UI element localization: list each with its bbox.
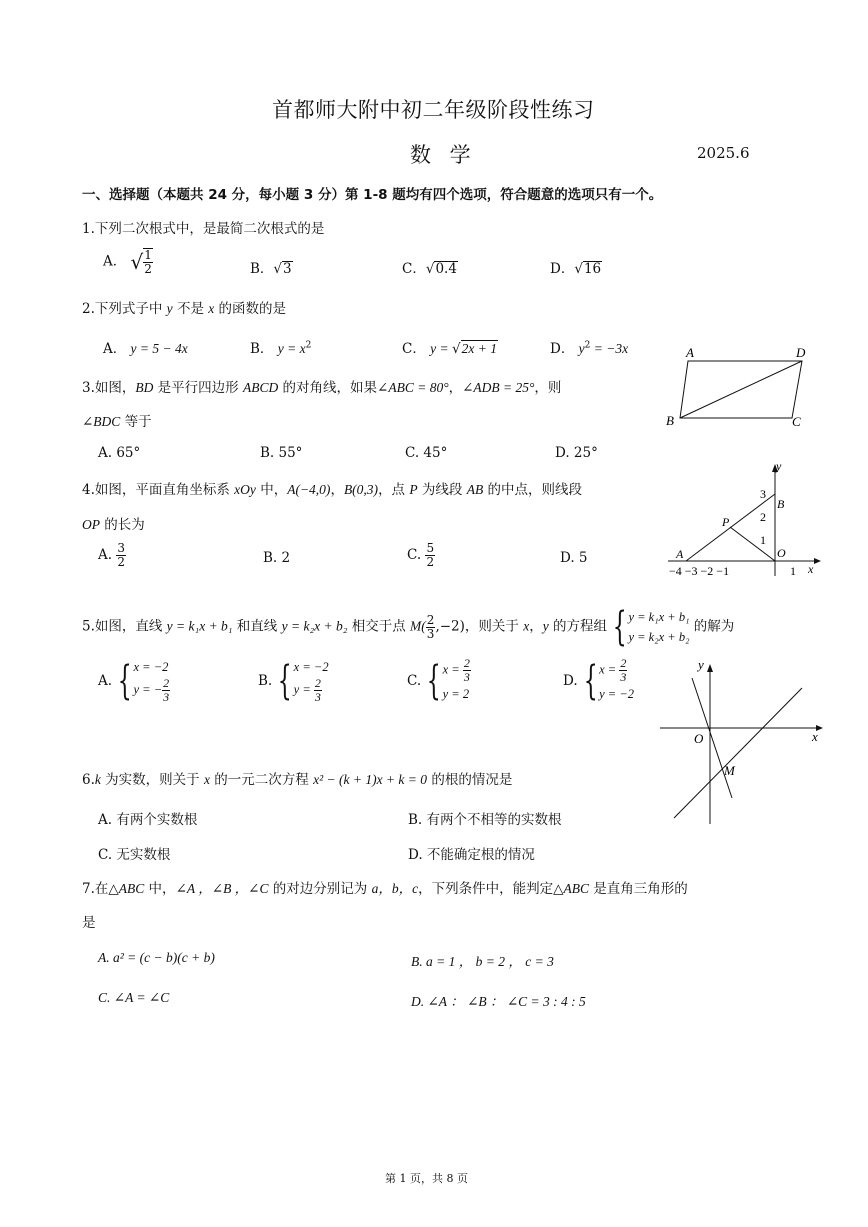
q4-tick-1: 1: [760, 533, 766, 547]
q4-sep: ，: [330, 482, 344, 498]
q2-c-pre: y =: [430, 341, 452, 356]
q1-stem: 1.下列二次根式中，是最简二次根式的是: [82, 221, 325, 237]
q3-option-d[interactable]: D. 25°: [555, 445, 598, 461]
q1-option-d[interactable]: D．√16: [550, 261, 602, 277]
q1-b-label: B．: [250, 261, 274, 277]
q4-point-b: B(0,3): [343, 482, 379, 497]
q5-comma: ，: [529, 618, 543, 635]
q5-a-eq1: x = −2: [133, 660, 169, 674]
q7-angles: ∠A ，∠B ，∠C: [175, 881, 269, 896]
q4-label-o: O: [777, 546, 786, 560]
q3-label-a: A: [686, 345, 694, 360]
q3-sep: ，: [448, 380, 463, 396]
q3-option-c[interactable]: C. 45°: [405, 445, 448, 461]
q7-abc: ABC: [118, 881, 145, 896]
q6-option-c[interactable]: C. 无实数根: [98, 847, 171, 863]
q1-b-value: 3: [283, 261, 292, 277]
q7-text-d: ，下列条件中，能判定△: [418, 881, 564, 897]
q4-a-den: 2: [117, 555, 125, 569]
q2-b-value: y = x: [277, 341, 306, 356]
q5-d-eq2: y = −2: [599, 687, 635, 701]
q1-option-b[interactable]: B．√3: [250, 261, 292, 277]
q2-option-b[interactable]: [250, 337, 311, 357]
q5-c-den: 3: [463, 670, 470, 684]
q4-text-a: 4.如图，平面直角坐标系: [82, 482, 235, 498]
q4-text-e: 的中点，则线段: [483, 482, 582, 498]
q3-stem-line1: [82, 376, 561, 396]
q4-x-ticks: −4 −3 −2 −1: [669, 564, 730, 578]
q5-label-m: M: [724, 763, 735, 778]
q5-c-num: 2: [463, 656, 470, 670]
q5-c-eq1-pre: x =: [442, 662, 463, 677]
q7-option-c[interactable]: C. ∠A = ∠C: [98, 990, 170, 1005]
q2-option-d[interactable]: [550, 337, 628, 357]
q5-text-d: ，则关于: [464, 618, 524, 635]
q3-text-c: 的对角线，如果: [278, 380, 378, 396]
q7-stem-line1: [82, 877, 688, 897]
q4-coordinate-figure: [664, 458, 824, 583]
q4-label-a: A: [676, 547, 684, 561]
q2-a-value: y = 5 − 4x: [130, 341, 188, 356]
q5-b-eq1: x = −2: [293, 660, 329, 674]
q3-angle-bdc: ∠BDC: [82, 414, 121, 429]
q4-ab: AB: [466, 482, 484, 497]
q4-label-p: P: [722, 515, 730, 529]
q5-c-label: C.: [407, 672, 422, 689]
q6-text-a: 6.: [82, 772, 95, 788]
q4-text-b: 中，: [255, 482, 288, 498]
q3-option-b[interactable]: B. 55°: [260, 445, 303, 461]
q4-option-d[interactable]: D. 5: [560, 550, 588, 566]
q4-option-b[interactable]: B. 2: [263, 550, 291, 566]
q5-b-num: 2: [314, 676, 321, 690]
q7-text-b: 中，: [144, 881, 176, 897]
q2-stem-text: 2.下列式子中: [82, 301, 167, 317]
q6-option-a[interactable]: A. 有两个实数根: [98, 812, 198, 828]
q5-b-den: 3: [314, 690, 321, 704]
q2-d-sup: 2: [584, 340, 591, 351]
q1-a-label: A．: [103, 253, 127, 270]
q5-m-post: ,−2): [435, 618, 465, 635]
q5-b-label: B.: [258, 672, 273, 689]
q6-option-d[interactable]: D. 不能确定根的情况: [408, 847, 535, 863]
q3-label-b: B: [666, 413, 674, 428]
q4-tick-3: 3: [760, 487, 766, 501]
q5-line-2: [674, 688, 802, 818]
q5-a-den: 3: [163, 690, 170, 704]
q1-option-a[interactable]: A． √ $\frac{1}{2}$: [103, 248, 152, 276]
q5-text-f: 的解为: [689, 618, 735, 635]
q4-label-y: y: [776, 459, 782, 473]
q4-p: P: [409, 482, 418, 497]
q3-abcd: ABCD: [242, 380, 279, 395]
q2-a-label: A．: [103, 341, 127, 357]
q5-b-eq2-pre: y =: [293, 682, 314, 697]
q4-text-d: 为线段: [417, 482, 467, 498]
q2-option-a[interactable]: [103, 337, 188, 357]
q2-b-label: B．: [250, 341, 274, 357]
q7-text-c: 的对边分别记为: [268, 881, 372, 897]
q3-bd: BD: [135, 380, 154, 395]
q3-option-a[interactable]: A. 65°: [98, 445, 141, 461]
q4-x-tick-1: 1: [790, 564, 796, 578]
section-heading: 一、选择题（本题共 24 分，每小题 3 分）第 1-8 题均有四个选项，符合题意的选项只有一个。: [82, 187, 663, 203]
q4-op: OP: [82, 517, 100, 532]
q6-text-b: 为实数，则关于: [100, 772, 204, 788]
q5-stem: 5.如图，直线 y = k₁x + b₁ 和直线 y = k₂x + b₂ 相交于点 M( $\frac{2}{3}$ ,−2)，则关于 x，y 的方程组 { y = k₁x + b₁ y = k₂x + b₂ 的解为: [82, 604, 735, 650]
q5-option-d[interactable]: D. { x = $\frac{2}{3}$ y = −2: [563, 656, 635, 704]
q6-equation: x² − (k + 1)x + k = 0: [313, 772, 428, 787]
q5-label-o: O: [694, 731, 704, 746]
q7-text-a: 7.在△: [82, 881, 119, 897]
q2-stem: [82, 297, 286, 317]
q5-d-label: D.: [563, 672, 578, 689]
q4-label-x: x: [808, 562, 814, 576]
q2-c-label: C．: [402, 341, 426, 357]
q3-angle1: ∠ABC = 80°: [377, 380, 449, 395]
q4-c-num: 5: [426, 541, 435, 555]
q4-stem-line1: [82, 478, 582, 498]
q4-point-a: A(−4,0): [287, 482, 331, 497]
q3-label-d: D: [796, 345, 806, 360]
q5-m-den: 3: [426, 626, 435, 641]
q5-c-eq2: y = 2: [442, 687, 470, 701]
q5-label-y: y: [698, 657, 704, 672]
q4-text-c: ，点: [378, 482, 410, 498]
q3-stem-line2: [82, 410, 152, 430]
q6-option-b[interactable]: B. 有两个不相等的实数根: [408, 812, 562, 828]
q7-abc3: ABC: [563, 881, 589, 896]
q6-text-c: 的一元二次方程: [209, 772, 314, 788]
q5-m-pre: M(: [410, 618, 426, 634]
q6-k: k: [94, 772, 101, 787]
q5-a-eq2-pre: y = −: [133, 682, 163, 697]
exam-title: 首都师大附中初二年级阶段性练习: [272, 98, 595, 122]
q3-text-d: ，则: [534, 380, 562, 396]
q5-label-x: x: [812, 729, 818, 744]
q1-c-value: 0.4: [435, 261, 457, 277]
q4-label-b: B: [777, 497, 785, 511]
q2-c-radicand: 2x + 1: [461, 341, 497, 356]
q5-y-arrow: [707, 664, 713, 672]
q4-a-label: A.: [98, 547, 113, 563]
q4-a-num: 3: [117, 541, 125, 555]
q1-a-den: 2: [144, 262, 152, 276]
q5-line1: y = k₁x + b₁: [166, 618, 233, 634]
q5-lines-figure: [656, 656, 826, 828]
q2-d-label: D．: [550, 341, 575, 357]
q4-x-arrow: [814, 558, 821, 564]
q7-option-a[interactable]: A. a² = (c − b)(c + b): [98, 950, 215, 965]
q3-text-b: 是平行四边形: [153, 380, 243, 396]
q1-d-value: 16: [583, 261, 602, 277]
q5-text-e: 的方程组: [548, 618, 607, 635]
q2-stem-text3: 的函数的是: [214, 301, 287, 317]
q5-option-c[interactable]: C. { x = $\frac{2}{3}$ y = 2: [407, 656, 470, 704]
q7-option-b[interactable]: B. a = 1 ， b = 2 ， c = 3: [411, 954, 554, 969]
q2-option-c[interactable]: C． y = √2x + 1: [402, 341, 497, 357]
q4-text-f: 的长为: [100, 517, 145, 533]
q2-var-x: x: [208, 301, 215, 316]
q5-y: y: [542, 618, 549, 634]
q4-segment-op: [730, 527, 775, 561]
q3-angle2: ∠ADB = 25°: [462, 380, 535, 395]
q5-option-a[interactable]: A. { x = −2 y = − $\frac{2}{3}$: [98, 657, 170, 704]
q3-text-e: 等于: [120, 414, 152, 430]
q5-text-b: 和直线: [232, 618, 282, 635]
q5-sys-eq1: y = k₁x + b₁: [628, 610, 690, 624]
q3-parallelogram-figure: [660, 343, 820, 433]
q5-text-a: 5.如图，直线: [82, 618, 167, 635]
q5-d-num: 2: [620, 656, 627, 670]
q6-text-d: 的根的情况是: [427, 772, 513, 788]
q6-stem: [82, 768, 512, 788]
q5-a-label: A.: [98, 672, 113, 689]
q1-c-label: C．: [402, 261, 426, 277]
q4-stem-line2: [82, 513, 145, 533]
q4-c-den: 2: [426, 555, 435, 569]
subject-title: 数 学: [410, 143, 477, 167]
q4-c-label: C.: [407, 547, 422, 563]
q5-option-b[interactable]: B. { x = −2 y = $\frac{2}{3}$: [258, 657, 329, 704]
q3-diagonal-bd: [680, 361, 802, 418]
q2-stem-text2: 不是: [172, 301, 209, 317]
q5-text-c: 相交于点: [347, 618, 411, 635]
q6-x: x: [203, 772, 210, 787]
q3-text-a: 3.如图，: [82, 380, 136, 396]
page-number: 第 1 页，共 8 页: [385, 1172, 468, 1185]
q1-a-num: 1: [144, 248, 152, 262]
q7-sides: a，b，c: [371, 881, 419, 896]
exam-date: 2025.6: [697, 144, 750, 162]
q2-var-y: y: [166, 301, 173, 316]
q7-text-e: 是直角三角形的: [589, 881, 688, 897]
q4-option-a[interactable]: [98, 542, 126, 569]
q2-d-pre: y: [578, 341, 585, 356]
q1-option-c[interactable]: C．√0.4: [402, 261, 457, 277]
q1-d-label: D．: [550, 261, 575, 277]
q5-d-den: 3: [620, 670, 627, 684]
q3-label-c: C: [792, 414, 801, 429]
q5-a-num: 2: [163, 676, 170, 690]
q7-stem-line2: 是: [82, 915, 96, 931]
q7-option-d[interactable]: D. ∠A ： ∠B ： ∠C = 3 : 4 : 5: [411, 994, 586, 1009]
q4-option-c[interactable]: [407, 542, 435, 569]
q4-xoy: xOy: [234, 482, 256, 497]
q2-d-post: = −3x: [590, 341, 629, 356]
q4-tick-2: 2: [760, 510, 766, 524]
q5-line2: y = k₂x + b₂: [281, 618, 348, 634]
q2-b-sup: 2: [305, 340, 312, 351]
q5-x: x: [523, 618, 530, 634]
q5-sys-eq2: y = k₂x + b₂: [628, 630, 690, 644]
q5-d-eq1-pre: x =: [599, 662, 620, 677]
q5-m-num: 2: [426, 612, 435, 627]
